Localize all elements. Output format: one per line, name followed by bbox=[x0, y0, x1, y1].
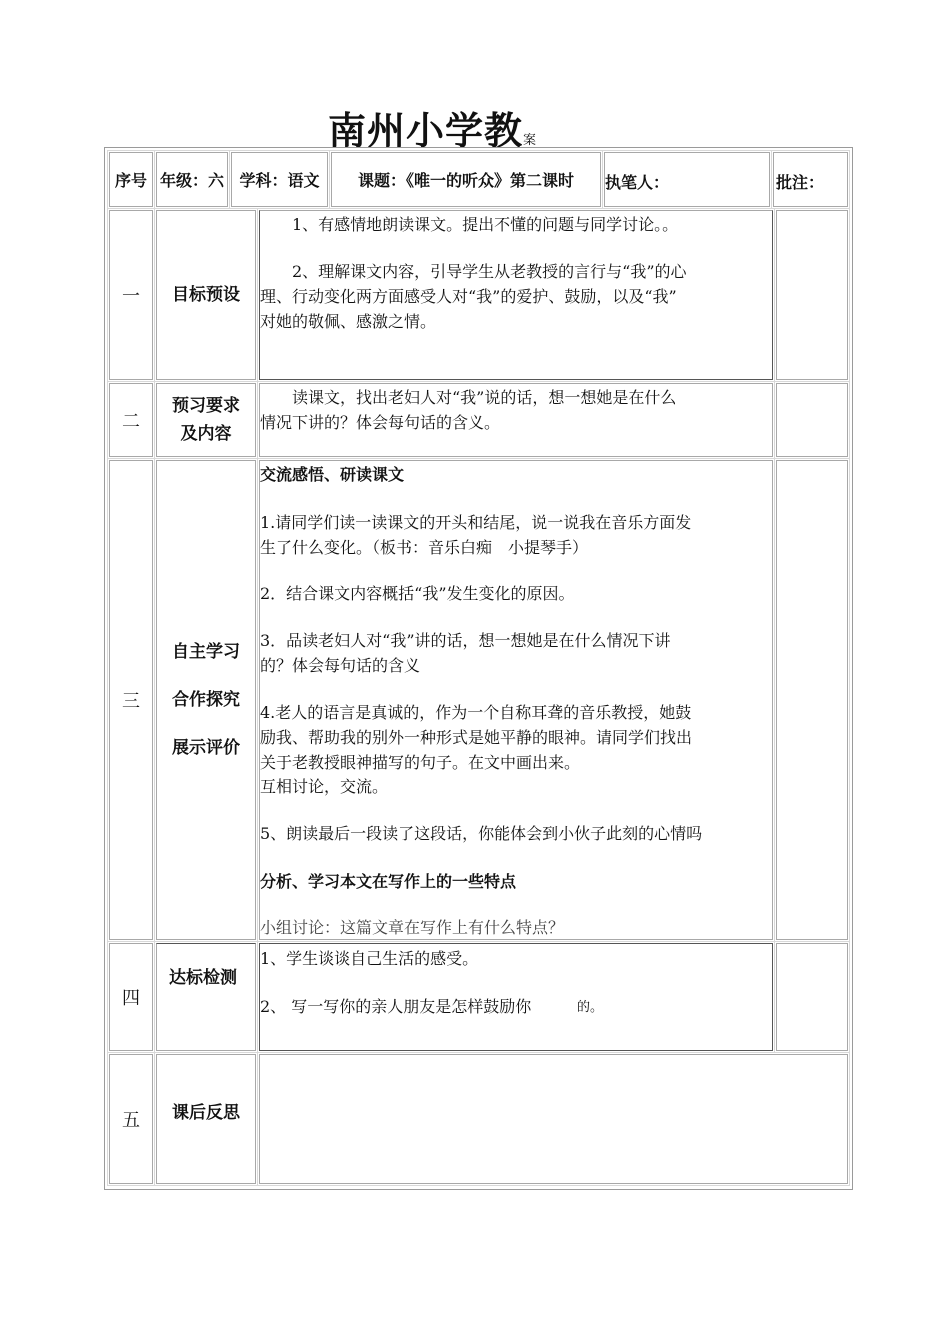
row4-remark-cell bbox=[776, 943, 848, 1051]
row3-label-line-1: 自主学习 bbox=[172, 642, 240, 662]
row5-content-cell bbox=[259, 1054, 848, 1184]
row3-line-4: 3．品读老妇人对“我”讲的话，想一想她是在什么情况下讲 bbox=[260, 631, 671, 650]
row4-label-cell bbox=[156, 943, 256, 1051]
row5-number-cell bbox=[109, 1054, 153, 1184]
row3-heading-1: 交流感悟、研读课文 bbox=[260, 465, 405, 484]
header-remark: 批注： bbox=[776, 173, 825, 192]
header-subject: 学科：语文 bbox=[239, 171, 320, 190]
row1-line-1: 1、有感情地朗读课文。提出不懂的问题与同学讨论。。 bbox=[260, 215, 679, 234]
header-topic-cell bbox=[331, 152, 601, 207]
row1-number: 一 bbox=[122, 286, 140, 307]
row3-line-3: 2．结合课文内容概括“我”发生变化的原因。 bbox=[260, 584, 575, 603]
row2-content-cell bbox=[259, 383, 773, 457]
title-main: 南州小学教 bbox=[328, 109, 524, 153]
row1-number-cell bbox=[109, 210, 153, 380]
row1-content-cell bbox=[259, 210, 773, 380]
title-small: 案 bbox=[523, 133, 537, 148]
row4-line-2-tail: 的。 bbox=[577, 1000, 604, 1015]
row5-label: 课后反思 bbox=[172, 1103, 240, 1123]
header-author: 执笔人： bbox=[605, 173, 670, 192]
row1-line-2: 2、理解课文内容，引导学生从老教授的言行与“我”的心 bbox=[260, 262, 687, 281]
row1-label: 目标预设 bbox=[172, 285, 240, 305]
row2-line-2: 情况下讲的？体会每句话的含义。 bbox=[260, 413, 501, 432]
row2-line-1: 读课文，找出老妇人对“我”说的话，想一想她是在什么 bbox=[260, 388, 677, 407]
row3-line-10: 5、朗读最后一段读了这段话，你能体会到小伙子此刻的心情吗 bbox=[260, 824, 703, 843]
header-author-cell bbox=[604, 152, 770, 207]
row3-label-line-3: 展示评价 bbox=[172, 738, 240, 758]
row4-content-cell bbox=[259, 943, 773, 1051]
header-serial-cell bbox=[109, 152, 153, 207]
row3-number: 三 bbox=[122, 691, 140, 712]
header-topic: 课题：《唯一的听众》第二课时 bbox=[357, 171, 574, 190]
row2-label-cell bbox=[156, 383, 256, 457]
row2-number-cell bbox=[109, 383, 153, 457]
row3-line-2: 生了什么变化。（板书：音乐白痴 小提琴手） bbox=[260, 538, 589, 557]
row3-number-cell bbox=[109, 460, 153, 940]
row4-number-cell bbox=[109, 943, 153, 1051]
row1-line-4: 对她的敬佩、感激之情。 bbox=[260, 312, 437, 331]
header-grade-cell bbox=[156, 152, 228, 207]
row3-line-8: 关于老教授眼神描写的句子。在文中画出来。 bbox=[260, 753, 581, 772]
row2-number: 二 bbox=[122, 411, 140, 432]
row3-line-7: 励我、帮助我的别外一种形式是她平静的眼神。请同学们找出 bbox=[260, 728, 693, 747]
row4-label: 达标检测 bbox=[169, 968, 237, 988]
row3-heading-2: 分析、学习本文在写作上的一些特点 bbox=[260, 872, 517, 891]
row3-label-cell bbox=[156, 460, 256, 940]
row2-label-line-2: 及内容 bbox=[180, 424, 232, 444]
header-remark-cell bbox=[773, 152, 848, 207]
row5-label-cell bbox=[156, 1054, 256, 1184]
row2-remark-cell bbox=[776, 383, 848, 457]
row2-label-line-1: 预习要求 bbox=[172, 396, 240, 416]
row3-line-11: 小组讨论：这篇文章在写作上有什么特点？ bbox=[260, 918, 565, 937]
row3-line-5: 的？体会每句话的含义 bbox=[260, 656, 421, 675]
header-serial: 序号 bbox=[114, 171, 147, 190]
row4-number: 四 bbox=[122, 988, 140, 1009]
row1-line-3: 理、行动变化两方面感受人对“我”的爱护、鼓励，以及“我” bbox=[260, 287, 677, 306]
row5-number: 五 bbox=[122, 1110, 140, 1131]
row3-line-9: 互相讨论，交流。 bbox=[260, 777, 389, 796]
row3-label-line-2: 合作探究 bbox=[172, 690, 240, 710]
row1-label-cell bbox=[156, 210, 256, 380]
row1-remark-cell bbox=[776, 210, 848, 380]
header-subject-cell bbox=[231, 152, 328, 207]
row4-line-2: 2、 写一写你的亲人朋友是怎样鼓励你 bbox=[260, 997, 532, 1016]
row3-line-6: 4.老人的语言是真诚的，作为一个自称耳聋的音乐教授，她鼓 bbox=[260, 703, 692, 722]
row3-content-cell bbox=[259, 460, 773, 940]
row3-line-1: 1.请同学们读一读课文的开头和结尾，说一说我在音乐方面发 bbox=[260, 513, 692, 532]
header-grade: 年级：六 bbox=[159, 171, 224, 190]
row3-remark-cell bbox=[776, 460, 848, 940]
row4-line-1: 1、学生谈谈自己生活的感受。 bbox=[260, 949, 479, 968]
